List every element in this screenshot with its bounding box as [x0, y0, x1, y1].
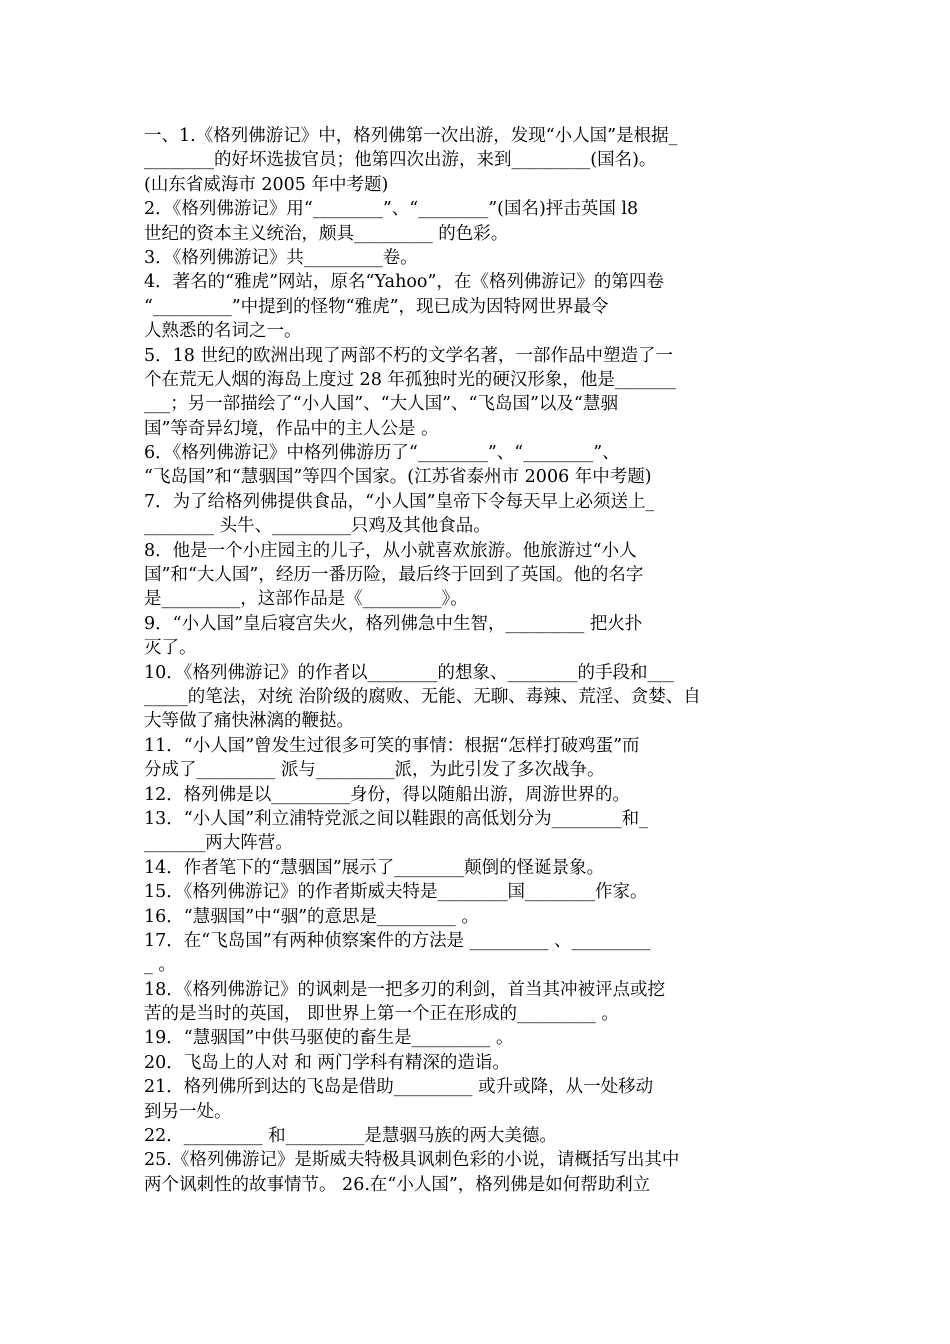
text-line: 国”和“大人国”，经历一番历险，最后终于回到了英国。他的名字 — [144, 565, 644, 586]
text-line: 10．《格列佛游记》的作者以________的想象、________的手段和___ — [144, 662, 674, 683]
text-line: 分成了_________ 派与_________派，为此引发了多次战争。 — [144, 760, 605, 781]
text-line: 人熟悉的名词之一。 — [144, 321, 302, 342]
text-line: 到另一处。 — [144, 1101, 232, 1122]
text-line: 灭了。 — [144, 638, 197, 659]
text-line: 15．《格列佛游记》的作者斯威夫特是________国________作家。 — [144, 882, 648, 903]
text-line: 8．他是一个小庄园主的儿子，从小就喜欢旅游。他旅游过“小人 — [144, 540, 637, 561]
text-line: 7．为了给格列佛提供食品，“小人国”皇帝下令每天早上必须送上_ — [144, 491, 655, 512]
document-body — [144, 124, 808, 1197]
text-line: 两个讽刺性的故事情节。 26.在“小人国”，格列佛是如何帮助利立 — [144, 1174, 651, 1195]
text-line: 5．18 世纪的欧洲出现了两部不朽的文学名著，一部作品中塑造了一 — [144, 345, 673, 366]
text-line: 世纪的资本主义统治，颇具_________ 的色彩。 — [144, 223, 509, 244]
text-line: _____的笔法，对统 治阶级的腐败、无能、无聊、毒辣、荒淫、贪婪、自 — [144, 686, 701, 707]
text-line: 苦的是当时的英国， 即世界上第一个正在形成的_________ 。 — [144, 1004, 619, 1025]
text-line: “飞岛国”和“慧骃国”等四个国家。(江苏省泰州市 2006 年中考题) — [144, 467, 652, 488]
text-line: (山东省威海市 2005 年中考题) — [144, 174, 389, 195]
text-line: 17．在“飞岛国”有两种侦察案件的方法是 _________ 、_________ — [144, 930, 651, 951]
text-line: 21．格列佛所到达的飞岛是借助_________ 或升或降，从一处移动 — [144, 1077, 654, 1098]
text-line: 18．《格列佛游记》的讽刺是一把多刃的利剑，首当其冲被评点或挖 — [144, 979, 666, 1000]
text-line: 3．《格列佛游记》共_________卷。 — [144, 247, 418, 268]
text-line: 2．《格列佛游记》用“________”、“________”(国名)抨击英国 l8 — [144, 199, 639, 220]
text-line: 25.《格列佛游记》是斯威夫特极具讽刺色彩的小说，请概括写出其中 — [144, 1150, 680, 1171]
text-line: 国”等奇异幻境，作品中的主人公是 。 — [144, 418, 439, 439]
text-line: 16．“慧骃国”中“骃”的意思是_________ 。 — [144, 906, 479, 927]
text-line: 一、1.《格列佛游记》中，格列佛第一次出游，发现“小人国”是根据_ — [144, 126, 678, 146]
text-line: “_________”中提到的怪物“雅虎”，现已成为因特网世界最令 — [144, 296, 609, 317]
text-line: ___；另一部描绘了“小人国”、“大人国”、“飞岛国”以及“慧骃 — [144, 394, 618, 415]
text-line: 11．“小人国”曾发生过很多可笑的事情：根据“怎样打破鸡蛋”而 — [144, 735, 640, 756]
text-line: 大等做了痛快淋漓的鞭挞。 — [144, 711, 354, 732]
text-line: ________ 头牛、_________只鸡及其他食品。 — [144, 516, 491, 537]
text-line: 14．作者笔下的“慧骃国”展示了________颠倒的怪诞景象。 — [144, 857, 605, 878]
text-line: 20．飞岛上的人对 和 两门学科有精深的造诣。 — [144, 1052, 510, 1073]
text-line: ________的好坏选拔官员；他第四次出游，来到_________(国名)。 — [144, 150, 657, 171]
text-line: _______两大阵营。 — [144, 833, 293, 854]
text-line: _ 。 — [144, 955, 176, 976]
text-line: 是_________，这部作品是《_________》。 — [144, 589, 468, 610]
text-line: 22．_________ 和_________是慧骃马族的两大美德。 — [144, 1126, 557, 1147]
text-line: 6．《格列佛游记》中格列佛游历了“________”、“________”、 — [144, 443, 620, 464]
text-line: 12．格列佛是以_________身份，得以随船出游，周游世界的。 — [144, 784, 631, 805]
text-line: 9．“小人国”皇后寝宫失火，格列佛急中生智，_________ 把火扑 — [144, 613, 643, 634]
text-line: 4．著名的“雅虎”网站，原名“Yahoo”，在《格列佛游记》的第四卷 — [144, 272, 664, 293]
text-line: 个在荒无人烟的海岛上度过 28 年孤独时光的硬汉形象，他是_______ — [144, 369, 677, 390]
text-line: 19．“慧骃国”中供马驱使的畜生是_________ 。 — [144, 1028, 514, 1049]
text-line: 13．“小人国”利立浦特党派之间以鞋跟的高低划分为________和_ — [144, 808, 648, 829]
